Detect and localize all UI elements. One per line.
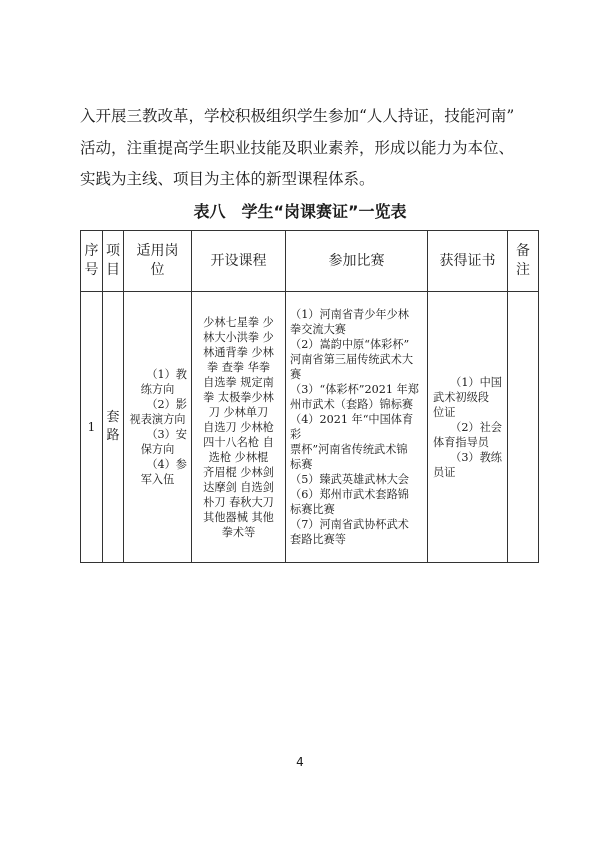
table-title: 表八 学生“岗课赛证”一览表 [193,202,407,221]
row-index: 1 [81,292,103,563]
table-row [81,292,539,563]
certificate-table [80,230,539,563]
page-number: 4 [296,755,304,769]
table-header-row [81,231,539,292]
paragraph-line: 活动，注重提高学生职业技能及职业素养，形成以能力为本位、 [80,138,515,157]
body-paragraph [80,101,550,196]
row-item: 套 路 [103,292,124,563]
paragraph-line: 入开展三教改革，学校积极组织学生参加“人人持证，技能河南” [80,107,515,125]
header-index: 序 号 [81,231,103,292]
row-courses: 少林七星拳 少 林大小洪拳 少 林通背拳 少林 拳 查拳 华拳 自选拳 规定南 拳 太极拳少林 刀 少林单刀 自选刀 少林枪 四十八名枪 自 选枪 少林棍 齐眉棍 少林剑 达摩剑 自选剑 朴刀 春秋大刀 其他器械 其他 拳术等 [192,292,286,563]
row-positions: （1）教 练方向 （2）影 视表演方向 （3）安 保方向 （4）参 军入伍 [124,292,192,563]
header-position: 适用岗 位 [124,231,192,292]
header-certificates: 获得证书 [428,231,508,292]
row-remarks [508,292,539,563]
row-certificates: （1）中国 武术初级段 位证 （2）社会 体育指导员 （3）教练 员证 [428,292,508,563]
paragraph-line: 实践为主线、项目为主体的新型课程体系。 [80,170,375,188]
header-remarks: 备 注 [508,231,539,292]
header-item: 项 目 [103,231,124,292]
header-competitions: 参加比赛 [286,231,428,292]
row-competitions: （1）河南省青少年少林 拳交流大赛 （2）嵩韵中原“体彩杯” 河南省第三届传统武术大 赛 （3）“体彩杯”2021 年郑 州市武术（套路）锦标赛 （4）2021 年“中国体育彩 票杯”河南省传统武术锦 标赛 （5）臻武英雄武林大会 （6）郑州市武术套路锦 标赛比赛 （7）河南省武协杯武术 套路比赛等 [286,292,428,563]
header-courses: 开设课程 [192,231,286,292]
